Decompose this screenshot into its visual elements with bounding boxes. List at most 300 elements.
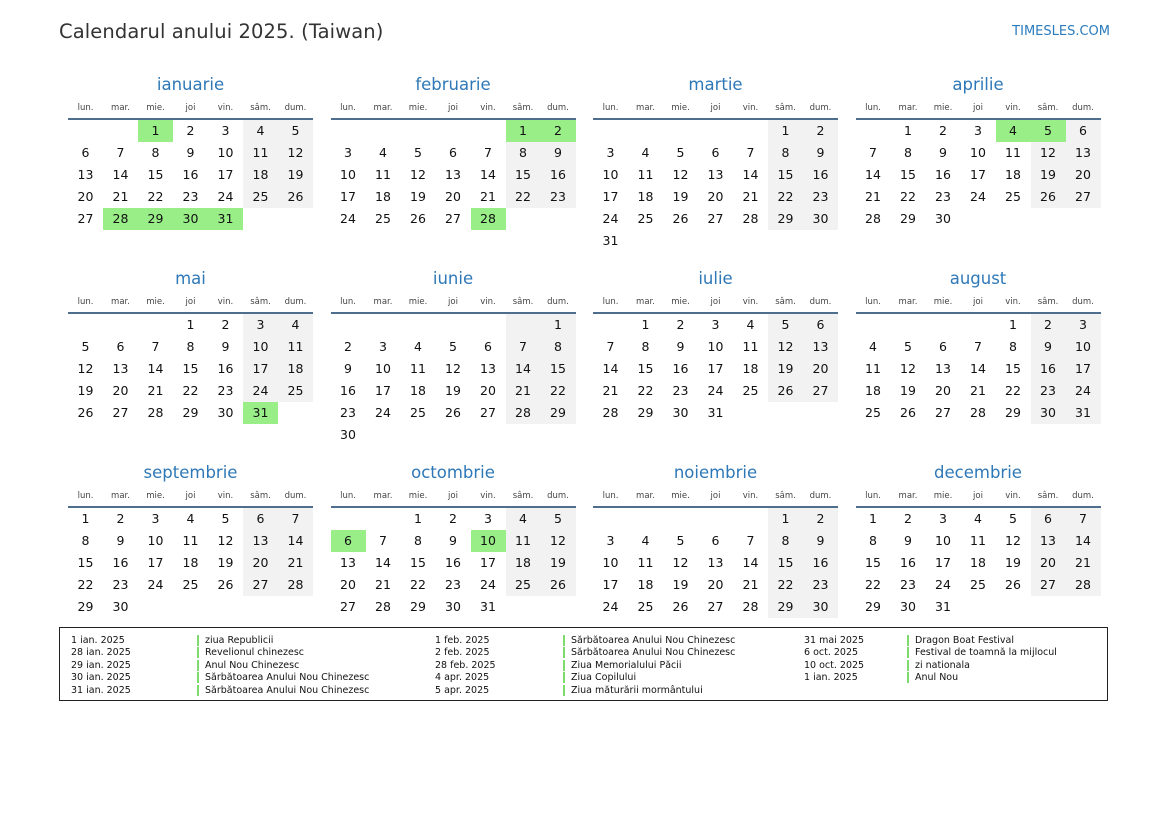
day-cell: 4: [243, 120, 278, 142]
day-cell: 13: [707, 167, 724, 182]
day-cell: 4: [869, 339, 877, 354]
day-cell: 7: [974, 339, 982, 354]
day-cell: 19: [445, 383, 461, 398]
weekday-label: dum.: [284, 491, 307, 501]
day-cell: 17: [480, 555, 496, 570]
weekday-label: joi: [973, 297, 983, 307]
legend-holiday-name: Sărbătoarea Anului Nou Chinezesc: [563, 635, 735, 646]
legend-holiday-name: ziua Republicii: [197, 635, 273, 646]
empty-cell: [628, 508, 663, 530]
empty-cell: [68, 120, 103, 142]
day-cell: 16: [541, 164, 576, 186]
days-grid: [68, 314, 313, 424]
day-cell: 1: [414, 511, 422, 526]
holiday-day-cell: 2: [541, 120, 576, 142]
holiday-legend: [59, 627, 1108, 701]
weekday-label: lun.: [77, 297, 94, 307]
weekday-label: joi: [448, 297, 458, 307]
empty-cell: [401, 314, 436, 336]
day-cell: 24: [707, 383, 724, 398]
month-title: ianuarie: [156, 75, 225, 94]
day-cell: 18: [637, 189, 654, 204]
days-grid: [856, 314, 1101, 424]
day-cell: 21: [147, 383, 164, 398]
day-cell: 16: [1031, 358, 1066, 380]
day-cell: 24: [375, 405, 391, 420]
legend-holiday-name: Anul Nou Chinezesc: [197, 660, 299, 671]
day-cell: 2: [449, 511, 457, 526]
weekday-label: lun.: [602, 491, 619, 501]
day-cell: 5: [449, 339, 457, 354]
legend-holiday: [907, 659, 1057, 672]
day-cell: 20: [707, 189, 724, 204]
weekday-label: vin.: [1005, 491, 1021, 501]
holiday-day-cell: 31: [243, 402, 278, 424]
day-cell: 14: [278, 530, 313, 552]
day-cell: 26: [1031, 186, 1066, 208]
day-cell: 6: [939, 339, 947, 354]
day-cell: 7: [869, 145, 877, 160]
weekday-label: vin.: [217, 297, 234, 307]
day-cell: 20: [445, 189, 461, 204]
day-cell: 11: [375, 167, 391, 182]
legend-date-text: 31 mai 2025: [804, 634, 865, 646]
day-cell: 29: [865, 599, 881, 614]
weekday-label: sâm.: [775, 491, 796, 501]
day-cell: 11: [970, 533, 986, 548]
day-cell: 26: [672, 211, 689, 226]
day-cell: 23: [803, 574, 838, 596]
day-cell: 21: [742, 189, 759, 204]
day-cell: 30: [445, 599, 461, 614]
empty-cell: [138, 314, 173, 336]
weekday-label: dum.: [1072, 297, 1094, 307]
weekday-label: mie.: [146, 491, 165, 501]
weekday-label: sâm.: [512, 103, 534, 113]
day-cell: 20: [1031, 552, 1066, 574]
day-cell: 8: [904, 145, 912, 160]
day-cell: 30: [803, 208, 838, 230]
day-cell: 8: [768, 142, 803, 164]
day-cell: 28: [147, 405, 164, 420]
empty-cell: [856, 120, 891, 142]
legend-holiday: [907, 647, 1057, 660]
weekday-label: lun.: [77, 103, 94, 113]
weekday-label: vin.: [1005, 103, 1021, 113]
day-cell: 8: [151, 145, 160, 160]
month-iulie: [593, 268, 838, 424]
day-cell: 27: [935, 405, 951, 420]
day-cell: 29: [410, 599, 426, 614]
day-cell: 16: [340, 383, 356, 398]
day-cell: 5: [768, 314, 803, 336]
weekday-label: sâm.: [250, 491, 271, 501]
day-cell: 3: [1066, 314, 1101, 336]
day-cell: 11: [278, 336, 313, 358]
day-cell: 11: [410, 361, 426, 376]
weekday-label: vin.: [480, 103, 496, 113]
day-cell: 8: [186, 339, 195, 354]
weekday-label: vin.: [742, 103, 759, 113]
day-cell: 10: [602, 555, 619, 570]
legend-holiday-name: Revelionul chinezesc: [197, 647, 304, 658]
weekday-label: mie.: [933, 297, 953, 307]
legend-date: [71, 659, 131, 672]
weekday-label: mie.: [671, 297, 690, 307]
month-title: decembrie: [934, 463, 1022, 482]
day-cell: 22: [410, 577, 426, 592]
month-title: februarie: [415, 75, 491, 94]
day-cell: 7: [506, 336, 541, 358]
empty-cell: [436, 120, 471, 142]
day-cell: 8: [541, 336, 576, 358]
day-cell: 28: [506, 402, 541, 424]
day-cell: 10: [602, 167, 619, 182]
day-cell: 2: [221, 317, 230, 332]
weekday-label: lun.: [602, 103, 619, 113]
legend-holiday-name: Dragon Boat Festival: [907, 635, 1014, 646]
day-cell: 24: [602, 211, 619, 226]
legend-holiday-name: Anul Nou: [907, 672, 958, 683]
day-cell: 22: [77, 577, 94, 592]
empty-cell: [331, 508, 366, 530]
month-noiembrie: [593, 462, 838, 618]
day-cell: 19: [1005, 555, 1021, 570]
day-cell: 11: [182, 533, 199, 548]
day-cell: 14: [742, 555, 759, 570]
day-cell: 11: [506, 530, 541, 552]
legend-date: [804, 634, 864, 647]
legend-holiday: [197, 634, 369, 647]
weekday-label: joi: [185, 103, 196, 113]
day-cell: 17: [340, 189, 356, 204]
legend-date: [435, 684, 496, 697]
empty-cell: [331, 120, 366, 142]
day-cell: 6: [243, 508, 278, 530]
weekday-label: dum.: [547, 491, 569, 501]
day-cell: 21: [506, 380, 541, 402]
day-cell: 20: [340, 577, 356, 592]
day-cell: 17: [935, 555, 951, 570]
weekday-label: vin.: [742, 297, 759, 307]
weekday-label: dum.: [284, 103, 307, 113]
day-cell: 24: [935, 577, 951, 592]
day-cell: 5: [904, 339, 912, 354]
day-cell: 22: [541, 380, 576, 402]
weekday-label: lun.: [340, 491, 356, 501]
legend-holiday: [907, 634, 1057, 647]
day-cell: 23: [445, 577, 461, 592]
day-cell: 6: [449, 145, 457, 160]
day-cell: 29: [768, 596, 803, 618]
empty-cell: [68, 314, 103, 336]
weekday-label: vin.: [217, 103, 234, 113]
weekday-label: joi: [448, 491, 458, 501]
day-cell: 25: [278, 380, 313, 402]
month-title: iunie: [432, 269, 474, 288]
day-cell: 8: [1009, 339, 1017, 354]
legend-date: [804, 659, 864, 672]
day-cell: 18: [637, 577, 654, 592]
empty-cell: [593, 508, 628, 530]
day-cell: 16: [900, 555, 916, 570]
weekday-label: lun.: [865, 491, 881, 501]
legend-holiday: [563, 634, 735, 647]
day-cell: 9: [803, 530, 838, 552]
day-cell: 28: [970, 405, 986, 420]
weekday-label: mie.: [671, 103, 690, 113]
day-cell: 4: [186, 511, 195, 526]
month-mai: [68, 268, 313, 424]
day-cell: 9: [344, 361, 352, 376]
day-cell: 9: [541, 142, 576, 164]
empty-cell: [366, 314, 401, 336]
day-cell: 13: [803, 336, 838, 358]
day-cell: 1: [1009, 317, 1017, 332]
day-cell: 4: [746, 317, 755, 332]
weekday-header: [331, 486, 576, 506]
month-august: [856, 268, 1101, 424]
empty-cell: [698, 508, 733, 530]
weekday-label: mie.: [933, 491, 953, 501]
legend-date-text: 29 ian. 2025: [71, 659, 131, 671]
day-cell: 13: [707, 555, 724, 570]
days-grid: [593, 120, 838, 252]
day-cell: 27: [1066, 186, 1101, 208]
day-cell: 5: [81, 339, 90, 354]
day-cell: 19: [900, 383, 916, 398]
legend-names-column: [563, 634, 735, 697]
legend-date-text: 31 ian. 2025: [71, 684, 131, 696]
empty-cell: [366, 120, 401, 142]
day-cell: 14: [506, 358, 541, 380]
day-cell: 1: [904, 123, 912, 138]
day-cell: 17: [243, 358, 278, 380]
weekday-header: [593, 486, 838, 506]
weekday-label: joi: [973, 103, 983, 113]
weekday-header: [856, 486, 1101, 506]
day-cell: 20: [480, 383, 496, 398]
legend-date-text: 1 feb. 2025: [435, 634, 490, 646]
day-cell: 13: [1031, 530, 1066, 552]
day-cell: 24: [970, 189, 986, 204]
weekday-header: [68, 486, 313, 506]
day-cell: 1: [768, 120, 803, 142]
month-octombrie: [331, 462, 576, 618]
month-februarie: [331, 74, 576, 230]
day-cell: 11: [1005, 145, 1021, 160]
day-cell: 20: [243, 552, 278, 574]
month-title: iulie: [698, 269, 733, 288]
day-cell: 13: [77, 167, 94, 182]
day-cell: 15: [506, 164, 541, 186]
day-cell: 17: [1066, 358, 1101, 380]
day-cell: 10: [1066, 336, 1101, 358]
day-cell: 29: [182, 405, 199, 420]
day-cell: 18: [1005, 167, 1021, 182]
empty-cell: [366, 508, 401, 530]
day-cell: 27: [707, 211, 724, 226]
day-cell: 15: [410, 555, 426, 570]
weekday-label: mie.: [408, 491, 428, 501]
legend-holiday-name: Sărbătoarea Anului Nou Chinezesc: [563, 647, 735, 658]
day-cell: 6: [711, 145, 720, 160]
day-cell: 3: [344, 145, 352, 160]
month-ianuarie: [68, 74, 313, 230]
day-cell: 24: [480, 577, 496, 592]
day-cell: 3: [606, 145, 615, 160]
day-cell: 28: [278, 574, 313, 596]
day-cell: 25: [410, 405, 426, 420]
weekday-label: sâm.: [250, 103, 271, 113]
day-cell: 11: [243, 142, 278, 164]
legend-date: [435, 647, 496, 660]
day-cell: 20: [935, 383, 951, 398]
day-cell: 23: [900, 577, 916, 592]
legend-date-text: 1 ian. 2025: [71, 634, 125, 646]
day-cell: 18: [865, 383, 881, 398]
day-cell: 15: [182, 361, 199, 376]
day-cell: 30: [340, 427, 356, 442]
day-cell: 21: [1066, 552, 1101, 574]
day-cell: 25: [506, 574, 541, 596]
day-cell: 3: [484, 511, 492, 526]
day-cell: 2: [676, 317, 685, 332]
day-cell: 15: [77, 555, 94, 570]
empty-cell: [891, 314, 926, 336]
day-cell: 19: [672, 189, 689, 204]
empty-cell: [401, 120, 436, 142]
legend-date-text: 28 ian. 2025: [71, 647, 131, 659]
day-cell: 30: [803, 596, 838, 618]
legend-date-text: 10 oct. 2025: [804, 659, 865, 671]
empty-cell: [856, 314, 891, 336]
day-cell: 10: [340, 167, 356, 182]
day-cell: 28: [742, 211, 759, 226]
day-cell: 13: [112, 361, 129, 376]
day-cell: 11: [865, 361, 881, 376]
day-cell: 18: [742, 361, 759, 376]
day-cell: 14: [970, 361, 986, 376]
day-cell: 13: [935, 361, 951, 376]
weekday-header: [856, 98, 1101, 118]
day-cell: 28: [1066, 574, 1101, 596]
legend-date-text: 4 apr. 2025: [435, 672, 490, 684]
day-cell: 26: [77, 405, 94, 420]
day-cell: 4: [414, 339, 422, 354]
day-cell: 18: [182, 555, 199, 570]
day-cell: 25: [637, 211, 654, 226]
legend-date: [804, 672, 864, 685]
day-cell: 26: [541, 574, 576, 596]
day-cell: 20: [1066, 164, 1101, 186]
day-cell: 23: [340, 405, 356, 420]
day-cell: 9: [221, 339, 230, 354]
month-septembrie: [68, 462, 313, 618]
day-cell: 26: [278, 186, 313, 208]
day-cell: 1: [768, 508, 803, 530]
holiday-day-cell: 1: [506, 120, 541, 142]
day-cell: 10: [147, 533, 164, 548]
empty-cell: [926, 314, 961, 336]
day-cell: 20: [707, 577, 724, 592]
day-cell: 2: [904, 511, 912, 526]
legend-date-text: 2 feb. 2025: [435, 647, 490, 659]
legend-holiday: [563, 647, 735, 660]
day-cell: 12: [1031, 142, 1066, 164]
day-cell: 3: [379, 339, 387, 354]
weekday-header: [331, 292, 576, 312]
weekday-label: mar.: [373, 297, 393, 307]
day-cell: 5: [278, 120, 313, 142]
day-cell: 4: [379, 145, 387, 160]
day-cell: 7: [1066, 508, 1101, 530]
day-cell: 17: [970, 167, 986, 182]
day-cell: 5: [676, 145, 685, 160]
day-cell: 30: [112, 599, 129, 614]
legend-date: [435, 634, 496, 647]
day-cell: 26: [1005, 577, 1021, 592]
day-cell: 12: [278, 142, 313, 164]
weekday-label: mie.: [146, 103, 165, 113]
day-cell: 19: [217, 555, 234, 570]
legend-date: [435, 659, 496, 672]
day-cell: 22: [637, 383, 654, 398]
day-cell: 19: [278, 164, 313, 186]
weekday-label: lun.: [865, 103, 881, 113]
day-cell: 18: [970, 555, 986, 570]
day-cell: 14: [375, 555, 391, 570]
day-cell: 26: [900, 405, 916, 420]
day-cell: 9: [803, 142, 838, 164]
weekday-label: sâm.: [512, 491, 534, 501]
legend-holiday: [197, 672, 369, 685]
day-cell: 5: [1009, 511, 1017, 526]
weekday-label: dum.: [1072, 491, 1094, 501]
weekday-label: vin.: [217, 491, 234, 501]
holiday-day-cell: 28: [103, 208, 138, 230]
day-cell: 5: [414, 145, 422, 160]
day-cell: 29: [77, 599, 94, 614]
brand-link[interactable]: TIMESLES.COM: [1012, 24, 1110, 39]
day-cell: 19: [1031, 164, 1066, 186]
weekday-label: dum.: [284, 297, 307, 307]
day-cell: 10: [217, 145, 234, 160]
day-cell: 26: [672, 599, 689, 614]
weekday-label: lun.: [865, 297, 881, 307]
day-cell: 9: [676, 339, 685, 354]
day-cell: 23: [803, 186, 838, 208]
weekday-label: mar.: [111, 297, 130, 307]
day-cell: 19: [410, 189, 426, 204]
day-cell: 21: [480, 189, 496, 204]
day-cell: 30: [672, 405, 689, 420]
holiday-day-cell: 6: [331, 530, 366, 552]
day-cell: 29: [1005, 405, 1021, 420]
weekday-label: lun.: [602, 297, 619, 307]
day-cell: 9: [186, 145, 195, 160]
day-cell: 3: [606, 533, 615, 548]
weekday-label: mar.: [636, 297, 655, 307]
day-cell: 22: [768, 574, 803, 596]
legend-date: [435, 672, 496, 685]
day-cell: 17: [147, 555, 164, 570]
day-cell: 18: [506, 552, 541, 574]
day-cell: 23: [112, 577, 129, 592]
day-cell: 5: [221, 511, 230, 526]
day-cell: 27: [1031, 574, 1066, 596]
day-cell: 12: [900, 361, 916, 376]
